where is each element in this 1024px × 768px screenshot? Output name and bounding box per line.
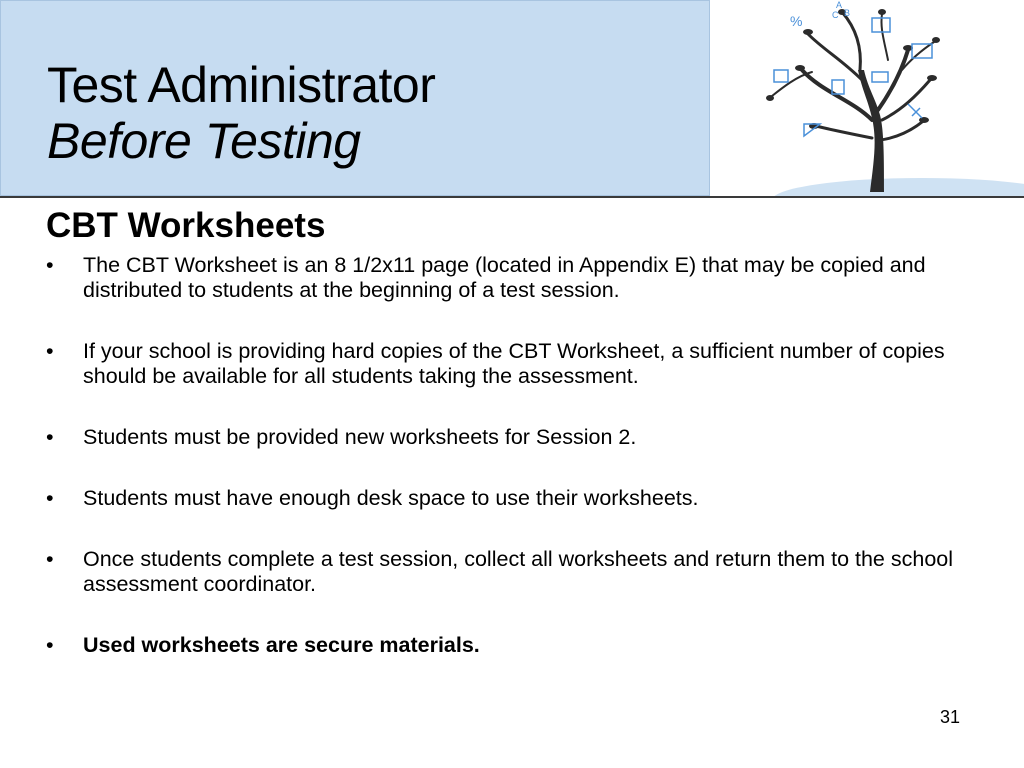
bullet-marker: • — [46, 339, 54, 363]
title-panel — [0, 0, 710, 196]
bullet-marker: • — [46, 547, 54, 571]
bullet-marker: • — [46, 425, 54, 449]
section-heading: CBT Worksheets — [46, 206, 326, 245]
slide-title: Test Administrator — [47, 57, 436, 113]
bullet-marker: • — [46, 486, 54, 510]
slide-header — [0, 0, 1024, 198]
list-item — [46, 425, 966, 450]
list-item — [46, 339, 966, 389]
list-item-text: Used worksheets are secure materials. — [83, 633, 480, 657]
list-item-text: Once students complete a test session, collect all worksheets and return them to the school assessment coordinator. — [83, 547, 954, 596]
svg-text:B: B — [844, 8, 851, 18]
list-item-text: The CBT Worksheet is an 8 1/2x11 page (located in Appendix E) that may be copied and distributed to students at the beginning of a test session. — [83, 253, 926, 302]
svg-text:A: A — [836, 0, 843, 10]
tree-icon — [712, 0, 1024, 196]
list-item-text: If your school is providing hard copies of the CBT Worksheet, a sufficient number of copies should be available for all students taking the assessment. — [83, 339, 945, 388]
slide-subtitle: Before Testing — [47, 113, 361, 169]
page-number: 31 — [940, 707, 961, 727]
bullet-marker: • — [46, 633, 54, 657]
list-item — [46, 633, 966, 658]
svg-text:C: C — [832, 10, 839, 20]
list-item — [46, 253, 966, 303]
bullet-marker: • — [46, 253, 54, 277]
header-divider — [0, 196, 1024, 198]
list-item — [46, 547, 966, 597]
list-item-text: Students must be provided new worksheets for Session 2. — [83, 425, 637, 449]
list-item — [46, 486, 966, 511]
list-item-text: Students must have enough desk space to use their worksheets. — [83, 486, 699, 510]
svg-text:%: % — [790, 13, 803, 29]
